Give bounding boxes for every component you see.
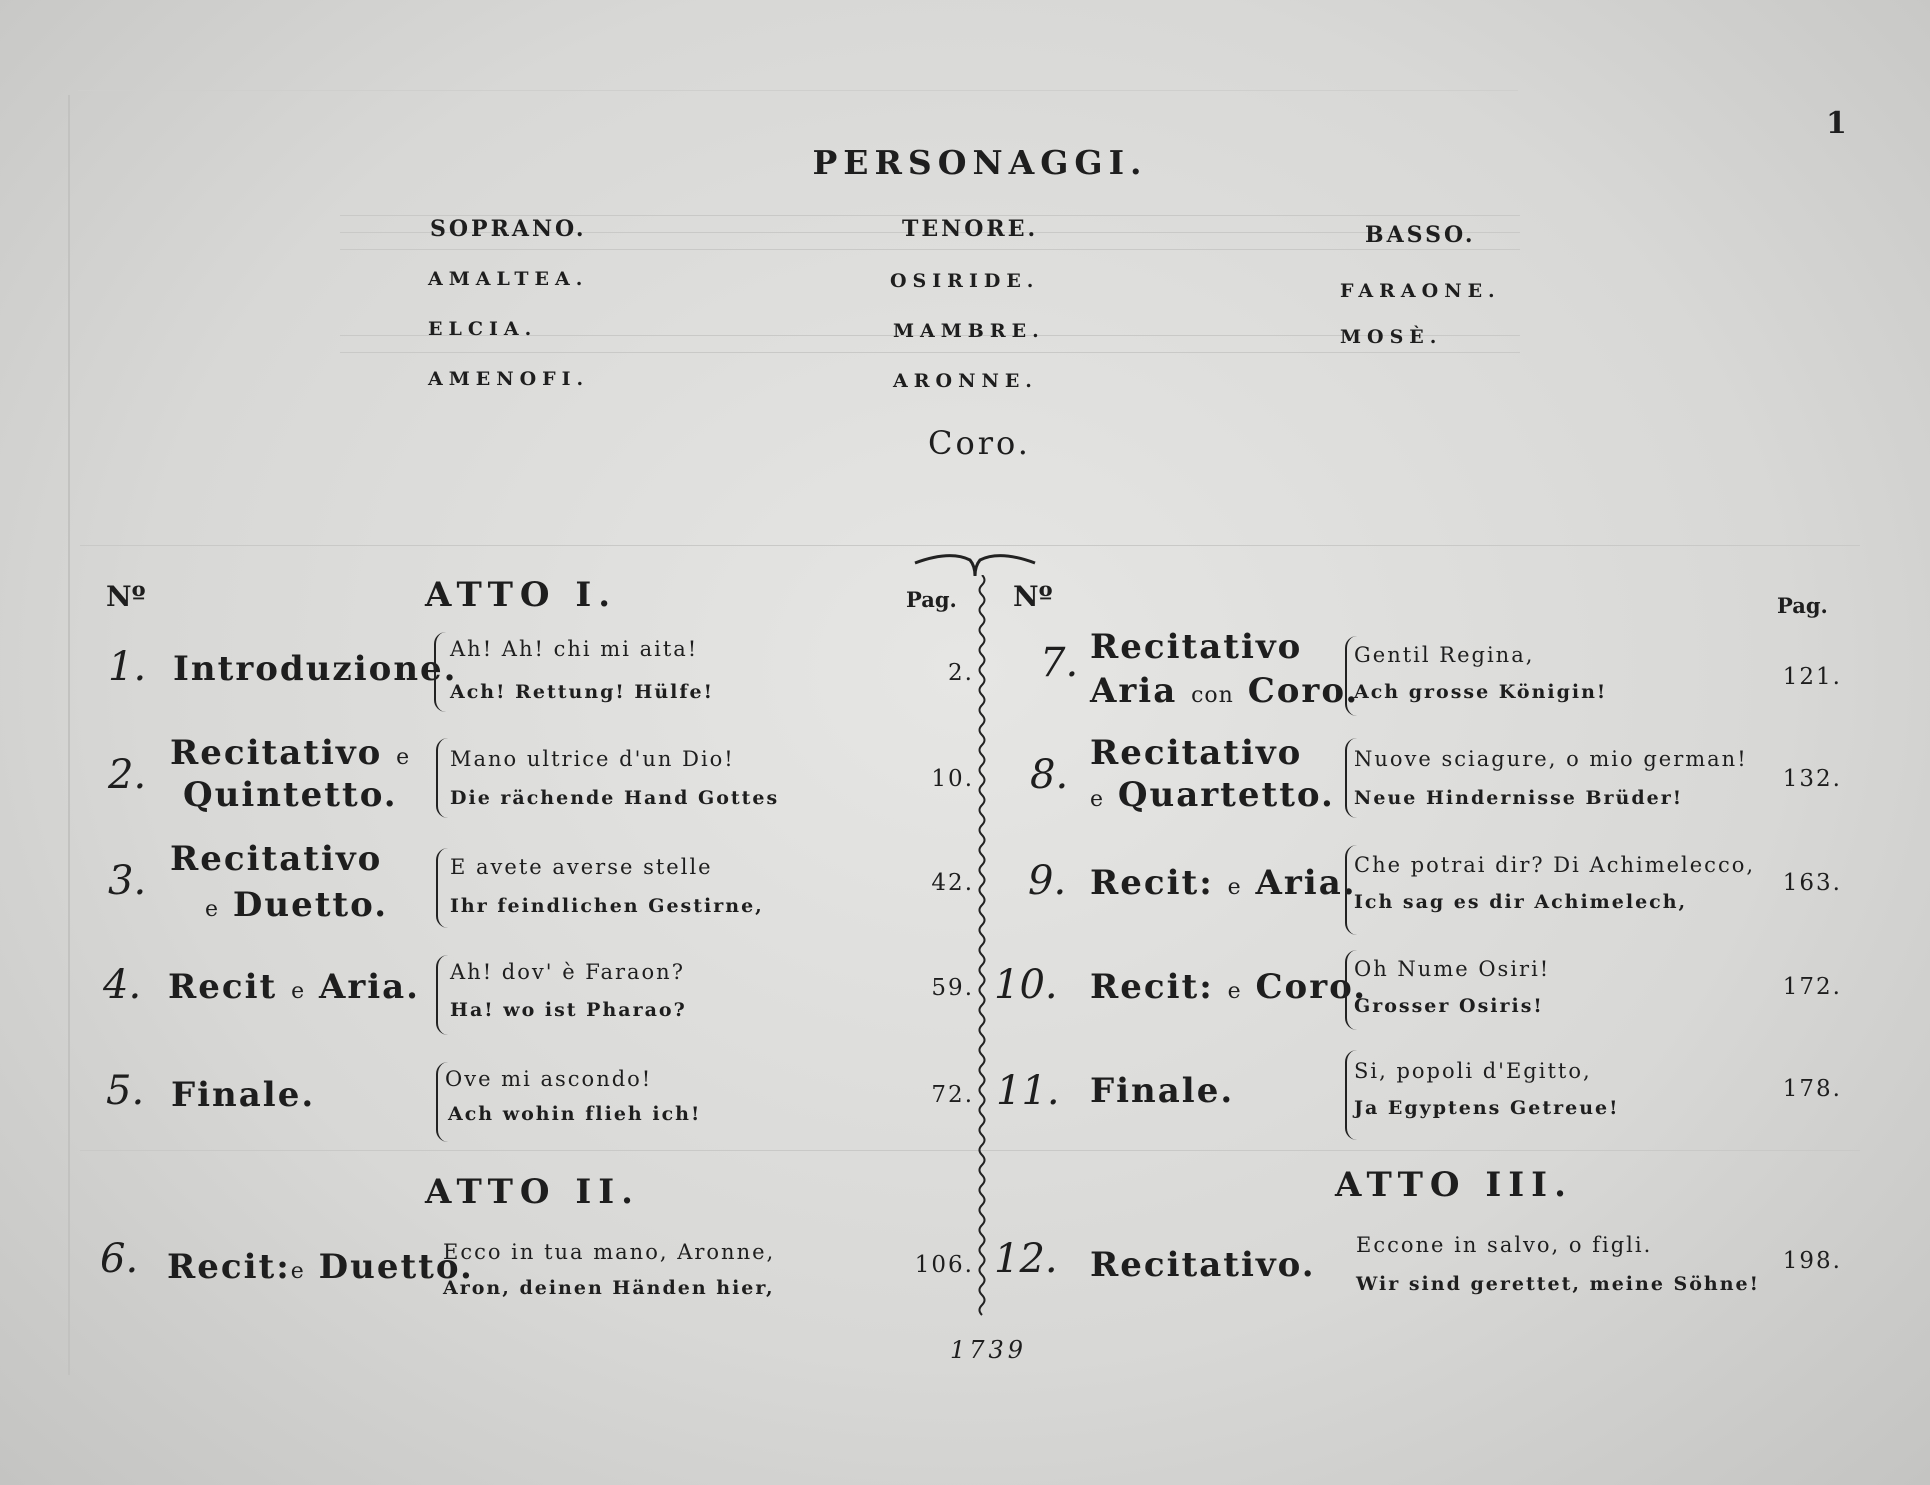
incipit-german-4: Ha! wo ist Pharao?: [450, 999, 687, 1021]
incipit-italian-6: Ecco in tua mano, Aronne,: [443, 1240, 776, 1264]
incipit-italian-11: Si, popoli d'Egitto,: [1354, 1059, 1592, 1083]
number-7: 7.: [1040, 640, 1079, 686]
incipit-german-7: Ach grosse Königin!: [1354, 681, 1608, 703]
page-ref-5: 72.: [931, 1082, 974, 1108]
piece-subtitle-3: e Duetto.: [205, 885, 389, 925]
piece-subtitle-2: Quintetto.: [183, 775, 398, 815]
incipit-italian-2: Mano ultrice d'un Dio!: [450, 747, 735, 771]
piece-title-7: Recitativo: [1090, 627, 1303, 667]
voice-tenore: TENORE.: [902, 216, 1039, 242]
role-mambre: MAMBRE.: [893, 320, 1045, 342]
role-mose: MOSÈ.: [1340, 326, 1443, 348]
piece-title-12: Recitativo.: [1090, 1245, 1316, 1285]
number-12: 12.: [994, 1236, 1058, 1282]
number-1: 1.: [108, 644, 147, 690]
piece-title-11: Finale.: [1090, 1071, 1235, 1111]
page-border-left: [68, 95, 70, 1375]
piece-title-8: Recitativo: [1090, 733, 1303, 773]
piece-subtitle-8: e Quartetto.: [1090, 775, 1335, 815]
act-1-heading: ATTO I.: [425, 575, 618, 615]
page-title: PERSONAGGI.: [812, 143, 1148, 182]
page-ref-8: 132.: [1782, 766, 1842, 792]
page-ref-11: 178.: [1782, 1076, 1842, 1102]
piece-subtitle-7: Aria con Coro.: [1090, 671, 1360, 711]
incipit-italian-12: Eccone in salvo, o figli.: [1356, 1233, 1653, 1257]
incipit-german-3: Ihr feindlichen Gestirne,: [450, 895, 764, 917]
incipit-german-12: Wir sind gerettet, meine Söhne!: [1356, 1273, 1760, 1295]
number-2: 2.: [108, 752, 147, 798]
pag-header-left: Pag.: [906, 587, 957, 612]
divider-ornament: [910, 548, 1040, 578]
page-ref-3: 42.: [931, 870, 974, 896]
page-ref-6: 106.: [914, 1252, 974, 1278]
incipit-italian-10: Oh Nume Osiri!: [1354, 957, 1551, 981]
incipit-italian-8: Nuove sciagure, o mio german!: [1354, 747, 1748, 771]
no-header-left: Nº: [106, 580, 146, 613]
incipit-german-5: Ach wohin flieh ich!: [448, 1103, 702, 1125]
role-osiride: OSIRIDE.: [890, 270, 1040, 292]
role-amenofi: AMENOFI.: [428, 368, 590, 390]
column-divider: [975, 575, 989, 1325]
number-11: 11.: [996, 1068, 1060, 1114]
number-9: 9.: [1028, 858, 1067, 904]
no-header-right: Nº: [1013, 580, 1053, 613]
voice-soprano: SOPRANO.: [430, 216, 587, 242]
piece-title-10: Recit: e Coro.: [1090, 967, 1368, 1007]
incipit-italian-3: E avete averse stelle: [450, 855, 713, 879]
number-3: 3.: [108, 858, 147, 904]
piece-title-6: Recit:e Duetto.: [167, 1247, 474, 1287]
page-ref-12: 198.: [1782, 1248, 1842, 1274]
page-ref-10: 172.: [1782, 974, 1842, 1000]
number-4: 4.: [103, 962, 142, 1008]
role-aronne: ARONNE.: [893, 370, 1038, 392]
incipit-italian-4: Ah! dov' è Faraon?: [450, 960, 685, 984]
act-3-heading: ATTO III.: [1335, 1165, 1573, 1205]
incipit-german-8: Neue Hindernisse Brüder!: [1354, 787, 1684, 809]
incipit-german-10: Grosser Osiris!: [1354, 995, 1544, 1017]
piece-title-4: Recit e Aria.: [168, 967, 421, 1007]
piece-title-5: Finale.: [171, 1075, 316, 1115]
incipit-italian-1: Ah! Ah! chi mi aita!: [450, 637, 699, 661]
incipit-german-9: Ich sag es dir Achimelech,: [1354, 891, 1688, 913]
page-ref-2: 10.: [931, 766, 974, 792]
page-ref-4: 59.: [931, 975, 974, 1001]
chorus-label: Coro.: [928, 424, 1031, 462]
incipit-italian-5: Ove mi ascondo!: [445, 1067, 653, 1091]
plate-number: 1739: [950, 1336, 1028, 1364]
brace-2: [436, 738, 448, 818]
piece-title-1: Introduzione.: [173, 649, 458, 689]
piece-title-9: Recit: e Aria.: [1090, 863, 1357, 903]
page-number: 1: [1826, 106, 1847, 141]
incipit-german-6: Aron, deinen Händen hier,: [443, 1277, 775, 1299]
number-10: 10.: [994, 962, 1058, 1008]
brace-3: [436, 848, 448, 928]
page-border-top: [78, 90, 1518, 91]
brace-4: [436, 955, 448, 1035]
page-ref-1: 2.: [948, 660, 974, 686]
act-2-heading: ATTO II.: [425, 1172, 641, 1212]
voice-basso: BASSO.: [1365, 222, 1476, 248]
page-ref-9: 163.: [1782, 870, 1842, 896]
page-ref-7: 121.: [1782, 664, 1842, 690]
number-6: 6.: [100, 1236, 139, 1282]
incipit-german-1: Ach! Rettung! Hülfe!: [450, 681, 714, 703]
number-8: 8.: [1030, 752, 1069, 798]
piece-title-2: Recitativo e: [170, 733, 411, 773]
pag-header-right: Pag.: [1777, 593, 1828, 618]
role-elcia: ELCIA.: [428, 318, 538, 340]
incipit-italian-7: Gentil Regina,: [1354, 643, 1535, 667]
incipit-german-2: Die rächende Hand Gottes: [450, 787, 780, 809]
number-5: 5.: [106, 1068, 145, 1114]
incipit-german-11: Ja Egyptens Getreue!: [1354, 1097, 1620, 1119]
role-faraone: FARAONE.: [1340, 280, 1501, 302]
role-amaltea: AMALTEA.: [428, 268, 589, 290]
incipit-italian-9: Che potrai dir? Di Achimelecco,: [1354, 853, 1756, 877]
brace-1: [434, 632, 446, 712]
piece-title-3: Recitativo: [170, 839, 383, 879]
